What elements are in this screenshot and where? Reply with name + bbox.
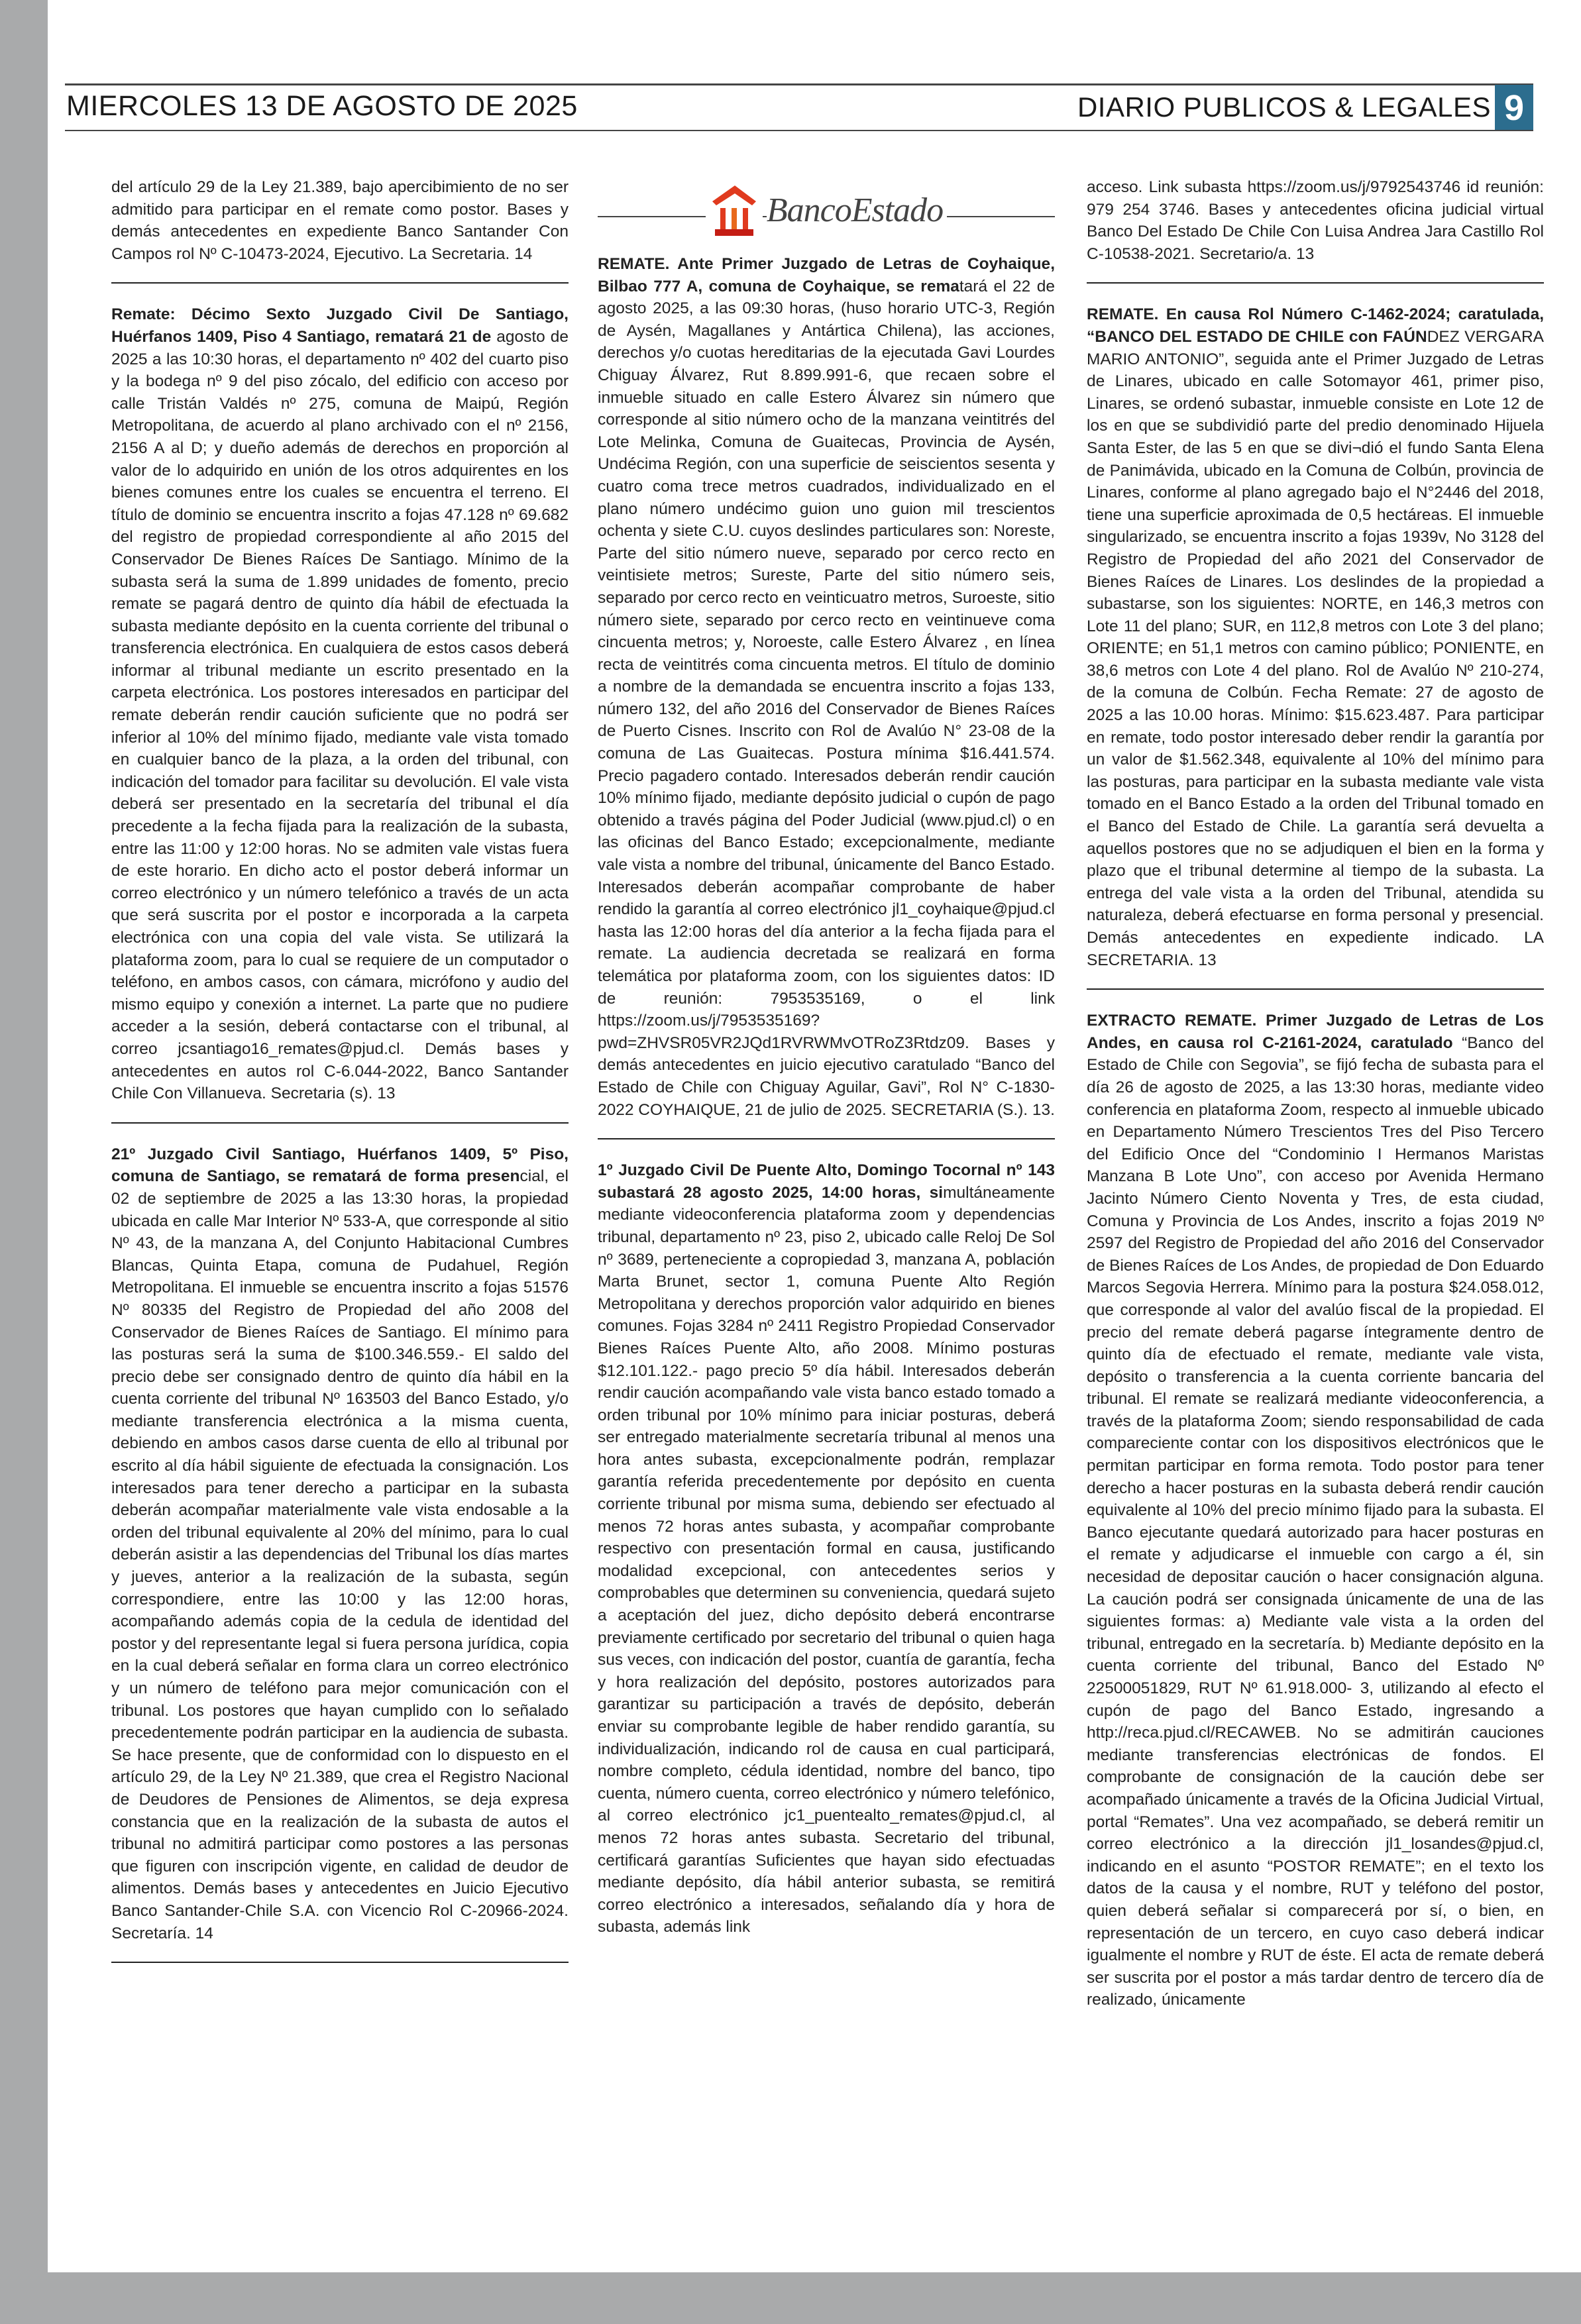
notice-divider <box>111 1962 569 1963</box>
notice-divider <box>111 1122 569 1124</box>
legal-notice <box>111 303 569 1104</box>
notice-body: agosto de 2025 a las 10:30 horas, el departamento nº 402 del cuarto piso y la bodega nº 9 del piso zócalo, del edificio con acceso por calle Tristán Valdés nº 275, comuna de Maipú, Región Metropolitana, de acuerdo al plano archivado con el nº 2156, 2156 A al D; y dueño además de derechos en proporción al valor de lo adquirido en unión de los otros adquirentes en los bienes comunes entre los cuales se encuentra el terreno. El título de dominio se encuentra inscrito a fojas 47.128 nº 69.682 del registro de propiedad correspondiente al año 2015 del Conservador De Bienes Raíces De Santiago. Mínimo de la subasta será la suma de 1.899 unidades de fomento, precio remate se pagará dentro de quinto día hábil de efectuada la subasta mediante depósito en la cuenta corriente del tribunal o transferencia electrónica. En cualquiera de estos casos deberá informar al tribunal mediante un escrito presentado en la carpeta electrónica. Los postores interesados en participar del remate deberán rendir caución suficiente que no podrá ser inferior al 10% del mínimo fijado, mediante vale vista tomado en cualquier banco de la plaza, a la orden del tribunal, con indicación del tomador para facilitar su devolución. El vale vista deberá ser presentado en la secretaría del tribunal el día precedente a la fecha fijada para la realización de la subasta, entre las 11:00 y 12:00 horas. No se admiten vale vistas fuera de este horario. En dicho acto el postor deberá informar un correo electrónico y un número telefónico a través de un acta que será suscrita por el postor e incorporada a la carpeta electrónica con una copia del vale vista. Se utilizará la plataforma zoom, para lo cual se requiere de un computador o teléfono, en ambos casos, con cámara, micrófono y audio del mismo equipo y conexión a internet. La parte que no pudiere acceder a la sesión, deberá contactarse con el tribunal, al correo jcsantiago16_remates@pjud.cl. Demás bases y antecedentes en autos rol C-6.044-2022, Banco Santander Chile Con Villanueva. Secretaria (s). 13 <box>111 327 569 1103</box>
notice-body: multáneamente mediante videoconferencia plataforma zoom y dependencias tribunal, departamento nº 23, piso 2, ubicado calle Reloj De Sol nº 3689, perteneciente a copropiedad 3, manzana A, población Marta Brunet, sector 1, comuna Puente Alto Región Metropolitana y derechos proporción valor adquirido en bienes comunes. Fojas 3284 nº 2411 Registro Propiedad Conservador Bienes Raíces Puente Alto, año 2008. Mínimo posturas $12.101.122.- pago precio 5º día hábil. Interesados deberán rendir caución acompañando vale vista banco estado tomado a orden tribunal por 10% mínimo para iniciar posturas, deberá ser entregado materialmente secretaría tribunal al menos una hora antes subasta, excepcionalmente podrán, remplazar garantía referida precedentemente por depósito en cuenta corriente tribunal por misma suma, debiendo ser efectuado al menos 72 horas antes subasta, y acompañar comprobante respectivo con presentación formal en causa, justificando modalidad excepcional, con antecedentes serios y comprobables que determinen su conveniencia, quedará sujeto a aceptación del juez, dicho depósito deberá encontrarse previamente certificado por secretario del tribunal o quien haga sus veces, con indicación del postor, cuantía de garantía, fecha y hora realización del depósito, postores autorizados para garantizar su participación a través de depósito, deberán enviar su comprobante legible de haber rendido garantía, su individualización, indicando rol de causa en cual participará, nombre completo, cédula identidad, nombre del banco, tipo cuenta, número cuenta, correo electrónico y número telefónico, al correo electrónico jc1_puentealto_remates@pjud.cl, al menos 72 horas antes subasta. Secretario del tribunal, certificará garantías Suficientes que hayan sido efectuadas mediante depósito, día hábil anterior subasta, se remitirá correo electrónico a interesados, señalando día y hora de subasta, además link <box>598 1183 1055 1936</box>
legal-notice <box>1087 303 1544 971</box>
bancoestado-mark-icon <box>706 182 763 245</box>
notice-heading: REMATE. En causa Rol Número C-1462-2024; caratulada, “BANCO DEL ESTADO DE CHILE con FAÚN <box>1087 305 1544 346</box>
notice-heading: EXTRACTO REMATE. Primer Juzgado de Letras de Los Andes, en causa rol C-2161-2024, caratulado <box>1087 1012 1544 1052</box>
notice-body: cial, el 02 de septiembre de 2025 a las 13:30 horas, la propiedad ubicada en calle Mar Interior Nº 533-A, que corresponde al sitio Nº 43, de la manzana A, del Conjunto Habitacional Cumbres Blancas, Quinta Etapa, comuna de Pudahuel, Región Metropolitana. El inmueble se encuentra inscrito a fojas 51576 Nº 80335 del Registro de Propiedad del año 2008 del Conservador de Bienes Raíces de Santiago. El mínimo para las posturas será la suma de $100.346.559.- El saldo del precio debe ser consignado dentro de quinto día hábil en la cuenta corriente del tribunal Nº 163503 del Banco Estado, y/o mediante transferencia electrónica a la misma cuenta, debiendo en ambos casos darse cuenta de ello al tribunal por escrito al día hábil siguiente de efectuada la consignación. Los interesados para tener derecho a participar en la subasta deberán acompañar materialmente vale vista endosable a la orden del tribunal equivalente al 20% del mínimo, para lo cual deberán asistir a las dependencias del Tribunal los días martes y jueves, anterior a la realización de la subasta, según correspondiere, entre las 10:00 y las 12:00 horas, acompañando además copia de la cedula de identidad del postor y del representante legal si fuera persona jurídica, copia en la cual deberá señalar en forma clara un correo electrónico y un número de teléfono para mejor comunicación con el tribunal. Los postores que hayan cumplido con lo señalado precedentemente podrán participar en la audiencia de subasta. Se hace presente, que de conformidad con lo dispuesto en el artículo 29, de la Ley Nº 21.389, que crea el Registro Nacional de Deudores de Pensiones de Alimentos, se deja expresa constancia que en la realización de la subasta de autos el tribunal no admitirá participar como postores a las personas que figuren con inscripción vigente, en calidad de deudor de alimentos. Demás bases y antecedentes en Juicio Ejecutivo Banco Santander-Chile S.A. con Vicencio Rol C-20966-2024. Secretaría. 14 <box>111 1167 569 1942</box>
notice-body: acceso. Link subasta https://zoom.us/j/9792543746 id reunión: 979 254 3746. Bases y antecedentes oficina judicial virtual Banco Del Estado De Chile Con Luisa Andrea Jara Castillo Rol C-10538-2021. Secretario/a. 13 <box>1087 178 1544 263</box>
notice-body: tará el 22 de agosto 2025, a las 09:30 horas, (huso horario UTC-3, Región de Aysén, Magallanes y Antártica Chilena), las acciones, derechos y/o cuotas hereditarias de la ejecutada Gavi Lourdes Chiguay Álvarez, Rut 8.899.991-6, que recaen sobre el inmueble situado en calle Estero Álvarez sin número que corresponde al sitio número ocho de la manzana veintitrés del Lote Melinka, Comuna de Guaitecas, Provincia de Aysén, Undécima Región, con una superficie de seiscientos sesenta y cuatro coma trece metros cuadrados, individualizado en el plano número undécimo guion uno guion mil trescientos ochenta y siete C.U. cuyos deslindes particulares son: Noreste, Parte del sitio número nueve, separado por cerco recto en veintisiete metros; Sureste, Parte del sitio número seis, separado por cerco recto en veinticuatro metros, Suroeste, sitio número siete, separado por cerco recto en veintinueve coma cincuenta metros; y, Noroeste, calle Estero Álvarez , en línea recta de veintitrés coma cincuenta metros. El título de dominio a nombre de la demandada se encuentra inscrito a fojas 133, número 132, del año 2016 del Conservador de Bienes Raíces de Puerto Cisnes. Inscrito con Rol de Avalúo N° 23-08 de la comuna de Las Guaitecas. Postura mínima $16.441.574. Precio pagadero contado. Interesados deberán rendir caución 10% mínimo fijado, mediante depósito judicial o cupón de pago obtenido a través página del Poder Judicial (www.pjud.cl) o en las oficinas del Banco Estado; excepcionalmente, mediante vale vista a nombre del tribunal, únicamente del Banco Estado. Interesados deberán acompañar comprobante de haber rendido la garantía al correo electrónico jl1_coyhaique@pjud.cl hasta las 12:00 horas del día anterior a la fecha fijada para el remate. La audiencia decretada se realizará en forma telemática por plataforma zoom, con los siguientes datos: ID de reunión: 7953535169, o el link https://zoom.us/j/7953535169?pwd=ZHVSR05VR2JQd1RVRWMvOTRoZ3Rtdz09. Bases y demás antecedentes en juicio ejecutivo caratulado “Banco del Estado de Chile con Chiguay Aguilar, Gavi”, Rol N° C-1830-2022 COYHAIQUE, 21 de julio de 2025. SECRETARIA (S.). 13. <box>598 277 1055 1119</box>
legal-notice <box>598 253 1055 1121</box>
legal-notice <box>111 176 569 265</box>
legal-notice <box>1087 1010 1544 2011</box>
notice-divider <box>111 282 569 284</box>
notice-body: “Banco del Estado de Chile con Segovia”, se fijó fecha de subasta para el día 26 de agosto de 2025, a las 13:30 horas, mediante video conferencia en plataforma Zoom, respecto al inmueble ubicado en Departamento Número Trescientos Tres del Piso Tercero del Edificio Once del “Condominio I Hermanos Maristas Manzana B Lote Uno”, con acceso por Avenida Hermano Jacinto Número Ciento Noventa y Tres, de esta ciudad, Comuna y Provincia de Los Andes, inscrito a fojas 2019 Nº 2597 del Registro de Propiedad del año 2016 del Conservador de Bienes Raíces de Los Andes, de propiedad de Don Eduardo Marcos Segovia Herrera. Mínimo para la postura $24.058.012, que corresponde al valor del avalúo fiscal de la propiedad. El precio del remate deberá pagarse íntegramente dentro de quinto día de efectuado el remate, mediante vale vista, depósito o transferencia a la cuenta corriente bancaria del tribunal. El remate se realizará mediante videoconferencia, a través de la plataforma Zoom; siendo responsabilidad de cada compareciente contar con los dispositivos electrónicos que le permitan participar en forma remota. Todo postor para tener derecho a hacer posturas en la subasta deberá rendir caución equivalente al 10% del precio mínimo fijado para la subasta. El Banco ejecutante quedará autorizado para hacer posturas en el remate y adjudicarse el inmueble con cargo a él, sin necesidad de depositar caución o hacer consignación alguna. La caución podrá ser consignada únicamente de una de las siguientes formas: a) Mediante vale vista a la orden del tribunal, entregado en la secretaría. b) Mediante depósito en la cuenta corriente del tribunal, Banco del Estado Nº 22500051829, RUT Nº 61.918.000- 3, utilizando al efecto el cupón de pago del Banco Estado, ingresando a http://reca.pjud.cl/RECAWEB. No se admitirán cauciones mediante transferencias electrónicas de fondos. El comprobante de consignación de la caución debe ser acompañado únicamente a través de la Oficina Judicial Virtual, portal “Remates”. Una vez acompañado, se deberá remitir un correo electrónico a la dirección jl1_losandes@pjud.cl, indicando en el asunto “POSTOR REMATE”; en el texto los datos de la causa y el nombre, RUT y teléfono del postor, quien deberá señalar si comparecerá por sí, o bien, en representación de un tercero, en cuyo caso deberá indicar igualmente el nombre y RUT de éste. El acta de remate deberá ser suscrita por el postor a más tardar dentro de tercero día de realizado, únicamente <box>1087 1033 1544 2009</box>
notice-heading: REMATE. Ante Primer Juzgado de Letras de Coyhaique, Bilbao 777 A, comuna de Coyhaique, se rema <box>598 255 1055 295</box>
page-number-badge: 9 <box>1495 85 1533 131</box>
header-date: MIERCOLES 13 DE AGOSTO DE 2025 <box>66 90 578 122</box>
bancoestado-logo <box>598 176 1055 253</box>
header-top-rule <box>65 83 1533 85</box>
column-1 <box>111 176 569 2250</box>
header-bottom-rule <box>65 130 1533 131</box>
logo-wordmark: BancoEstado <box>766 191 944 229</box>
notice-heading: Remate: Décimo Sexto Juzgado Civil De Santiago, Huérfanos 1409, Piso 4 Santiago, rematará 21 de <box>111 305 569 346</box>
legal-notice <box>1087 176 1544 265</box>
notice-divider <box>598 1138 1055 1139</box>
notice-divider <box>1087 988 1544 990</box>
column-2 <box>598 176 1055 2250</box>
notice-heading: 1º Juzgado Civil De Puente Alto, Domingo Tocornal nº 143 subastará 28 agosto 2025, 14:00 horas, si <box>598 1161 1055 1202</box>
legal-notice <box>111 1143 569 1944</box>
legal-notice <box>598 1159 1055 1938</box>
notice-body: del artículo 29 de la Ley 21.389, bajo apercibimiento de no ser admitido para participar en el remate como postor. Bases y demás antecedentes en expediente Banco Santander Con Campos rol Nº C-10473-2024, Ejecutivo. La Secretaria. 14 <box>111 178 569 263</box>
notice-body: DEZ VERGARA MARIO ANTONIO”, seguida ante el Primer Juzgado de Letras de Linares, ubicado en calle Sotomayor 461, primer piso, Linares, se ordenó subastar, inmueble consiste en Lote 12 de los en que se subdividió parte del predio denominado Hijuela Santa Ester, de las 5 en que se divi¬dió el fundo Santa Elena de Panimávida, ubicado en la Comuna de Colbún, provincia de Linares, conforme al plano agregado bajo el N°2446 del 2018, tiene una superficie aproximada de 0,5 hectáreas. El inmueble singularizado, se encuentra inscrito a fojas 1939v, No 3128 del Registro de Propiedad del año 2021 del Conservador de Bienes Raíces de Linares. Los deslindes de la propiedad a subastarse, son los siguientes: NORTE, en 146,3 metros con Lote 11 del plano; SUR, en 112,8 metros con Lote 3 del plano; ORIENTE; en 51,1 metros con camino público; PONIENTE, en 38,6 metros con Lote 4 del plano. Rol de Avalúo Nº 210-274, de la comuna de Colbún. Fecha Remate: 27 de agosto de 2025 a las 10.00 horas. Mínimo: $15.623.487. Para participar en remate, todo postor interesado deber rendir la garantía por un valor de $1.562.348, equivalente al 10% del mínimo para las posturas, para participar en la subasta mediante vale vista tomado en el Banco Estado a la orden del Tribunal tomado en el Banco del Estado de Chile. La garantía será devuelta a aquellos postores que no se adjudiquen el bien en la forma y plazo que el tribunal determine al tiempo de la subasta. La entrega del vale vista a la orden del Tribunal, atendida su naturaleza, deberá efectuarse en forma personal y presencial. Demás antecedentes en expediente indicado. LA SECRETARIA. 13 <box>1087 327 1544 969</box>
header-publication-name: DIARIO PUBLICOS & LEGALES <box>1077 91 1491 123</box>
column-3 <box>1087 176 1544 2250</box>
notice-heading: 21º Juzgado Civil Santiago, Huérfanos 1409, 5º Piso, comuna de Santiago, se rematará de forma presen <box>111 1145 569 1186</box>
notice-divider <box>1087 282 1544 284</box>
